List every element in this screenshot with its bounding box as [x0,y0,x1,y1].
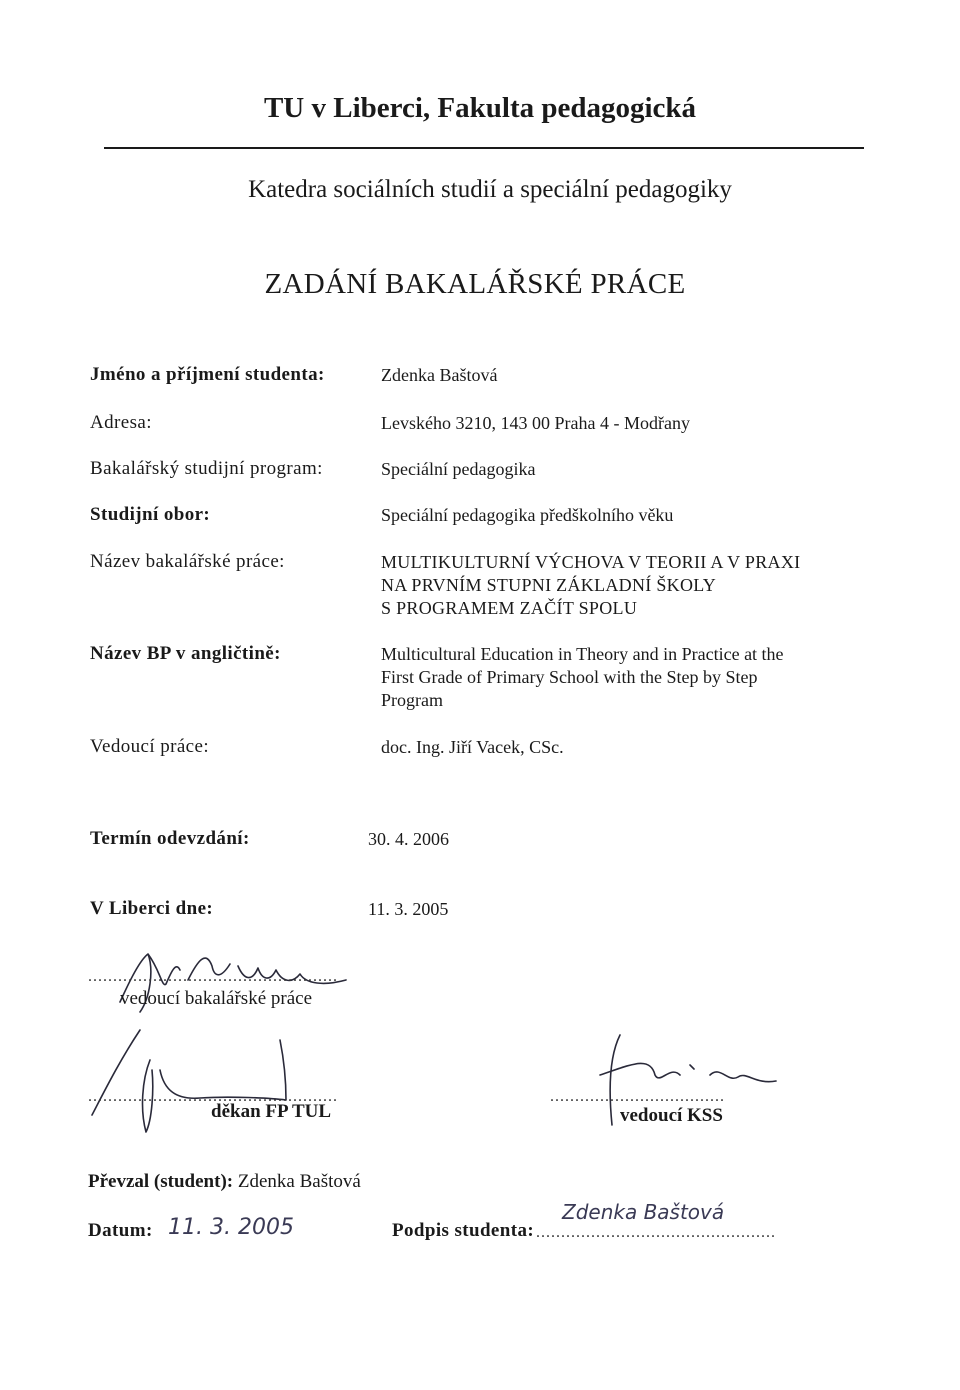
thesis-title-en-line: Multicultural Education in Theory and in Practice at the [381,644,784,664]
supervisor-signature-line: .................................................. [88,968,338,985]
supervisor-value: doc. Ing. Jiří Vacek, CSc. [381,737,564,757]
date-label: Datum: [88,1220,153,1241]
thesis-title-en-value [381,643,861,712]
handwritten-date: 11. 3. 2005 [168,1215,294,1240]
address-value: Levského 3210, 143 00 Praha 4 - Modřany [381,413,690,433]
department-head-signature-caption: vedoucí KSS [620,1105,723,1126]
thesis-title-line: S PROGRAMEM ZAČÍT SPOLU [381,598,638,618]
deadline-label: Termín odevzdání: [90,828,250,849]
place-date-label: V Liberci dne: [90,898,214,919]
supervisor-signature-caption: vedoucí bakalářské práce [120,988,313,1009]
program-value: Speciální pedagogika [381,459,536,479]
student-signature-line: ................................................ [536,1224,776,1241]
program-label: Bakalářský studijní program: [90,458,323,479]
thesis-title-en-line: First Grade of Primary School with the Step by Step [381,667,758,687]
thesis-title-en-label: Název BP v angličtině: [90,643,281,664]
faculty-heading: TU v Liberci, Fakulta pedagogická [263,92,697,124]
deadline-value: 30. 4. 2006 [368,829,449,849]
thesis-title-line: MULTIKULTURNÍ VÝCHOVA V TEORII A V PRAXI [381,552,801,572]
department-heading: Katedra sociálních studií a speciální pedagogiky [248,176,732,203]
field-label: Studijní obor: [90,504,211,525]
student-name-label: Jméno a příjmení studenta: [90,364,325,385]
field-value: Speciální pedagogika předškolního věku [381,505,674,525]
thesis-title-en-line: Program [381,690,443,710]
student-name-value: Zdenka Baštová [381,365,498,385]
dean-signature-line: .................................................. [88,1088,338,1105]
department-head-signature-line: ................................... [550,1088,725,1105]
thesis-title-line: NA PRVNÍM STUPNI ZÁKLADNÍ ŠKOLY [381,575,717,595]
dean-signature-caption: děkan FP TUL [211,1101,332,1122]
header-divider [104,147,864,149]
thesis-title-value [381,551,861,620]
place-date-value: 11. 3. 2005 [368,899,449,919]
address-label: Adresa: [90,412,152,433]
document-title: ZADÁNÍ BAKALÁŘSKÉ PRÁCE [264,268,686,300]
received-value: Zdenka Baštová [237,1171,361,1192]
student-signature-label: Podpis studenta: [392,1220,535,1241]
supervisor-label: Vedoucí práce: [90,736,210,757]
thesis-title-label: Název bakalářské práce: [90,551,285,572]
received-row [88,1171,361,1193]
received-label: Převzal (student): [88,1171,234,1192]
student-signature: Zdenka Baštová [562,1200,725,1224]
